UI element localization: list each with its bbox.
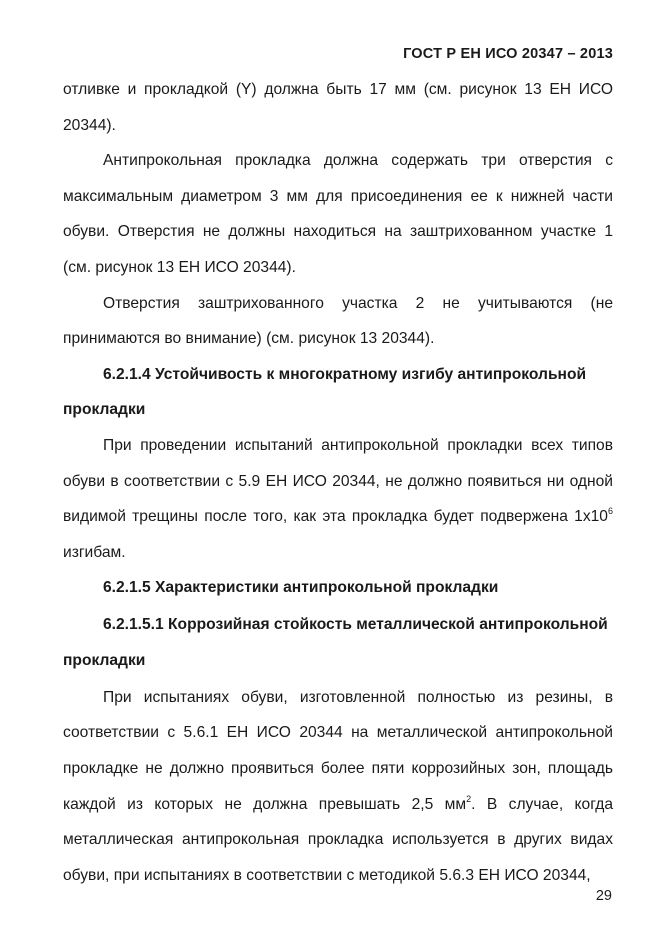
- paragraph-hatched-area: Отверстия заштрихованного участка 2 не учитываются (не принимаются во внимание) (см. рисунок 13 20344).: [63, 294, 613, 348]
- paragraph-text-end: изгибам.: [63, 543, 126, 561]
- running-header: ГОСТ Р ЕН ИСО 20347 – 2013: [403, 46, 613, 62]
- page-body: [63, 72, 613, 893]
- paragraph-text-end: . В случае, когда металлическая антипрокольная прокладка используется в других видах обуви, при испытаниях в соответствии с методикой 5.6.3 ЕН ИСО 20344,: [63, 795, 613, 884]
- paragraph-flex-resistance: [63, 428, 613, 570]
- section-heading-6-2-1-5-1: 6.2.1.5.1 Коррозийная стойкость металлической антипрокольной прокладки: [63, 615, 608, 670]
- paragraph-continuation: отливке и прокладкой (Y) должна быть 17 мм (см. рисунок 13 ЕН ИСО 20344).: [63, 81, 613, 134]
- superscript-exponent: 6: [607, 506, 613, 517]
- paragraph-text: При проведении испытаний антипрокольной прокладки всех типов обуви в соответствии с 5.9 ЕН ИСО 20344, не должно появиться ни одной видимой трещины после того, как эта прокладка будет подвержена 1х10: [63, 436, 613, 526]
- paragraph-text: При испытаниях обуви, изготовленной полностью из резины, в соответствии с 5.6.1 ЕН ИСО 20344 на металлической антипрокольной прокладке не должно проявиться более пяти коррозийных зон, площадь каждой из которых не должна превышать 2,5 мм: [63, 688, 613, 813]
- paragraph-corrosion: [63, 680, 613, 894]
- superscript-squared: 2: [466, 793, 472, 804]
- page-number: 29: [595, 888, 612, 904]
- section-heading-6-2-1-5: 6.2.1.5 Характеристики антипрокольной прокладки: [103, 579, 499, 597]
- paragraph-holes: Антипрокольная прокладка должна содержать три отверстия с максимальным диаметром 3 мм для присоединения ее к нижней части обуви. Отверстия не должны находиться на заштрихованном участке 1 (см. рисунок 13 ЕН ИСО 20344).: [63, 152, 613, 276]
- section-heading-6-2-1-4: 6.2.1.4 Устойчивость к многократному изгибу антипрокольной прокладки: [63, 365, 587, 419]
